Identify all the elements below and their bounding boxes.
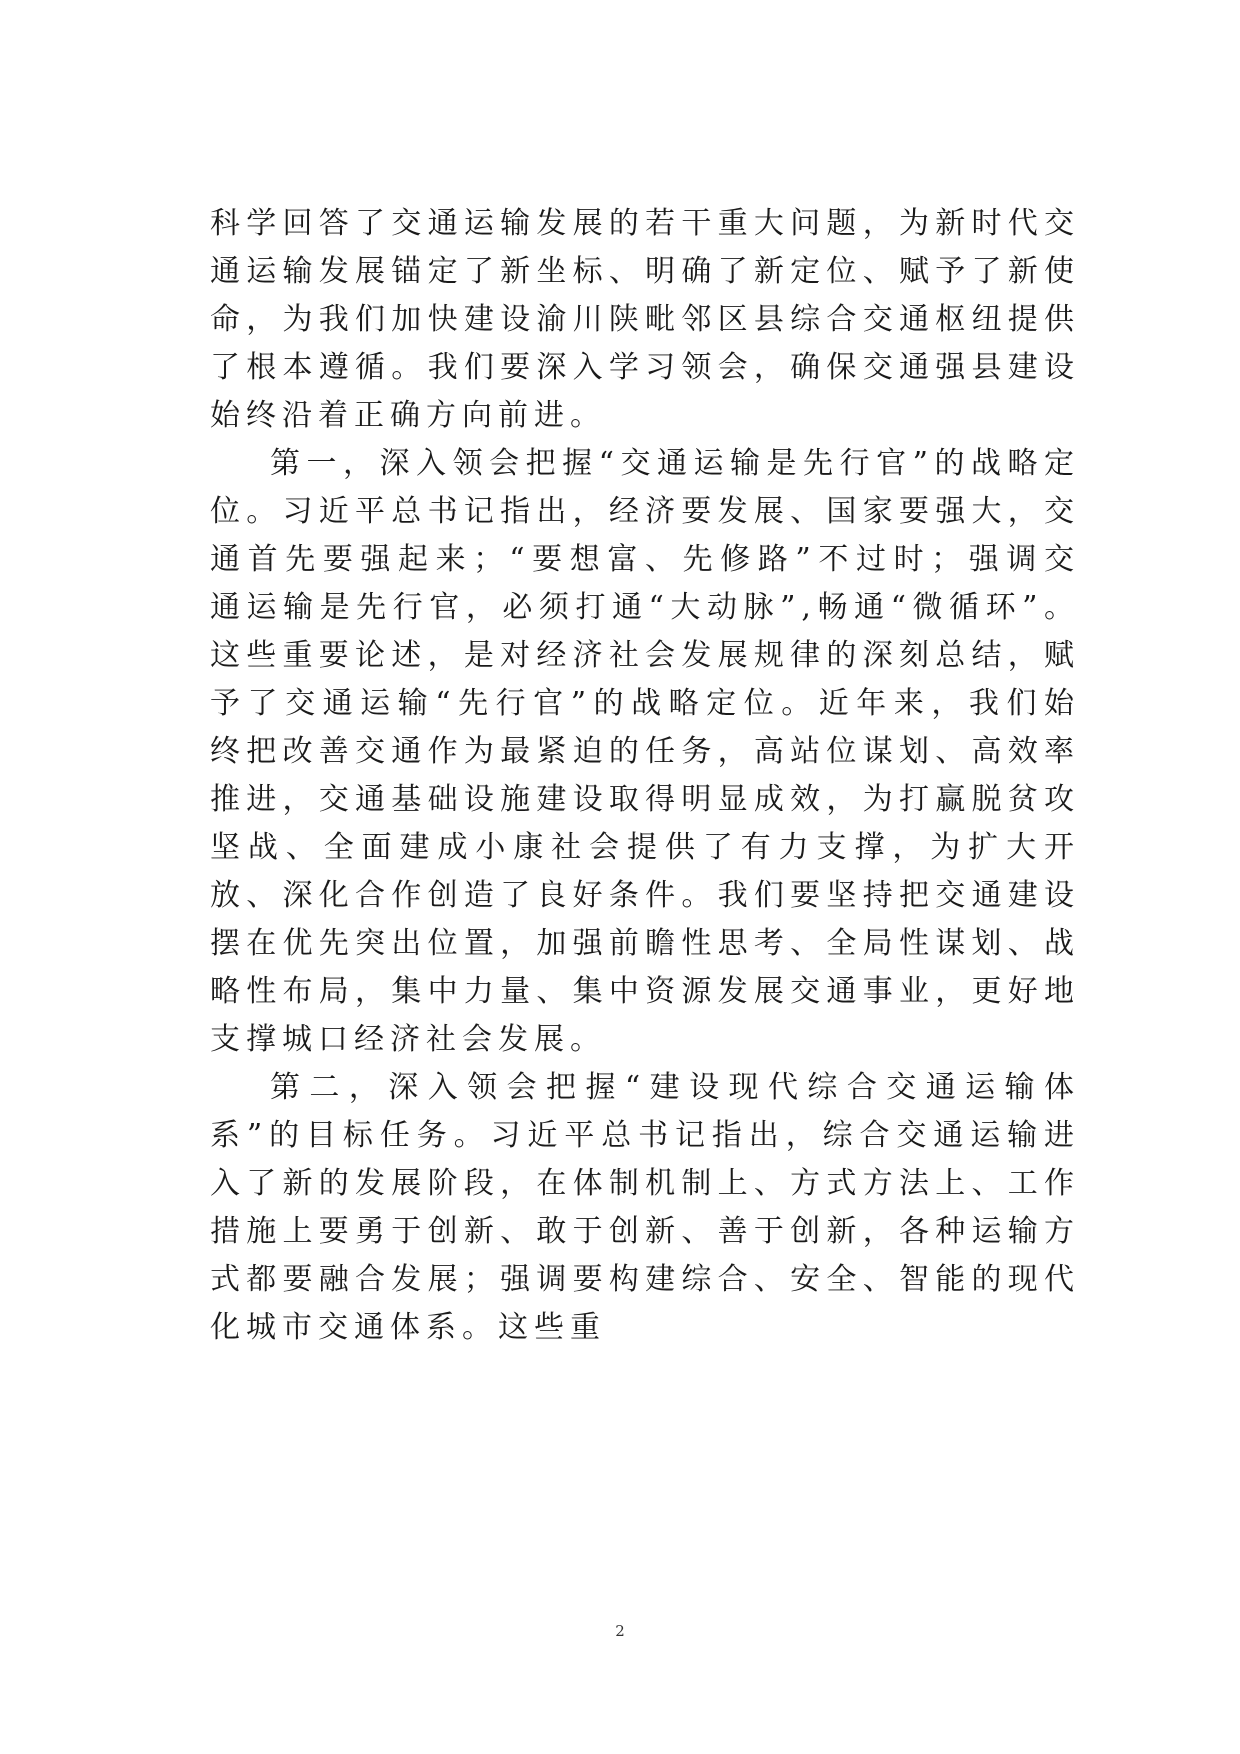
paragraph-first-point: 第一，深入领会把握“交通运输是先行官”的战略定位。习近平总书记指出，经济要发展、国家要强大，交通首先要强起来；“要想富、先修路”不过时；强调交通运输是先行官，必须打通“大动脉”,畅通“微循环”。这些重要论述，是对经济社会发展规律的深刻总结，赋予了交通运输“先行官”的战略定位。近年来，我们始终把改善交通作为最紧迫的任务，高站位谋划、高效率推进，交通基础设施建设取得明显成效，为打赢脱贫攻坚战、全面建成小康社会提供了有力支撑，为扩大开放、深化合作创造了良好条件。我们要坚持把交通建设摆在优先突出位置，加强前瞻性思考、全局性谋划、战略性布局，集中力量、集中资源发展交通事业，更好地支撑城口经济社会发展。: [210, 446, 1080, 1057]
body-text: [210, 200, 1080, 1352]
paragraph-second-point: 第二，深入领会把握“建设现代综合交通运输体系”的目标任务。习近平总书记指出，综合交通运输进入了新的发展阶段，在体制机制上、方式方法上、工作措施上要勇于创新、敢于创新、善于创新，各种运输方式都要融合发展；强调要构建综合、安全、智能的现代化城市交通体系。这些重: [210, 1070, 1080, 1345]
page-number: 2: [615, 1622, 625, 1640]
paragraph-continuation: 科学回答了交通运输发展的若干重大问题，为新时代交通运输发展锚定了新坐标、明确了新定位、赋予了新使命，为我们加快建设渝川陕毗邻区县综合交通枢纽提供了根本遵循。我们要深入学习领会，确保交通强县建设始终沿着正确方向前进。: [210, 206, 1080, 433]
